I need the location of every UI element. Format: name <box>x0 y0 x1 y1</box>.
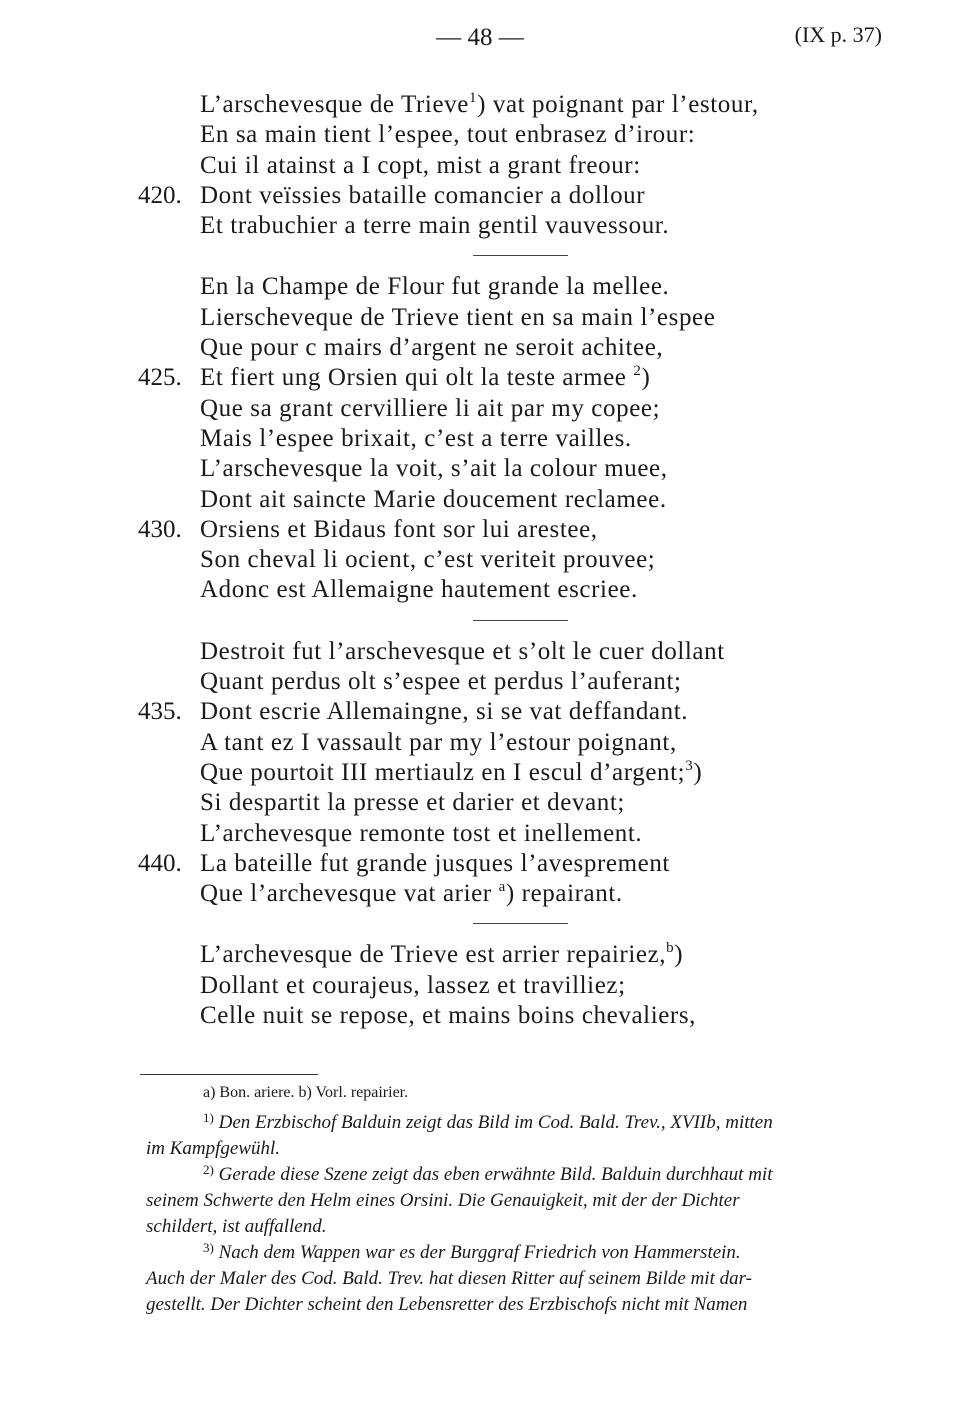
verse-line: Dont ait saincte Marie doucement reclamee. <box>200 485 667 513</box>
verse-line: L’arschevesque la voit, s’ait la colour muee, <box>200 455 668 483</box>
verse-line: 440. La bateille fut grande jusques l’avesprement <box>138 849 670 877</box>
verse-line: L’arschevesque de Trieve$^1$) vat poignant par l’estour, <box>200 90 759 118</box>
verse-line: A tant ez I vassault par my l’estour poignant, <box>200 728 677 756</box>
line-number: 435. <box>138 698 182 726</box>
verse-line: Cui il atainst a I copt, mist a grant freour: <box>200 151 641 179</box>
line-number: 430. <box>138 515 182 543</box>
footnote-3-cont: gestellt. Der Dichter scheint den Lebensretter des Erzbischofs nicht mit Namen <box>146 1294 748 1315</box>
line-number: 425. <box>138 364 182 392</box>
page-reference: (IX p. 37) <box>794 22 882 47</box>
footnote-3-cont: Auch der Maler des Cod. Bald. Trev. hat diesen Ritter auf seinem Bilde mit dar- <box>146 1268 752 1289</box>
variant-notes: a) Bon. ariere. b) Vorl. repairier. <box>203 1084 409 1101</box>
verse-line: Son cheval li ocient, c’est veriteit prouvee; <box>200 546 656 574</box>
verse-line: 420. Dont veïssies bataille comancier a dollour <box>138 181 646 209</box>
stanza-divider <box>0 241 960 272</box>
verse-line: 425. Et fiert ung Orsien qui olt la teste armee $^2$) <box>138 363 651 392</box>
footnote-rule <box>140 1074 318 1075</box>
footnote-ref: a <box>498 879 506 896</box>
footnote-ref: 3 <box>685 757 694 774</box>
footnote-2-cont: schildert, ist auffallend. <box>146 1216 327 1237</box>
verse-block <box>0 90 960 1031</box>
stanza-divider <box>0 909 960 940</box>
verse-line: Que pour c mairs d’argent ne seroit achitee, <box>200 334 664 362</box>
verse-line: 435. Dont escrie Allemaingne, si se vat deffandant. <box>138 698 689 726</box>
footnote-1: $^{1)}$ Den Erzbischof Balduin zeigt das Bild im Cod. Bald. Trev., XVIIb, mitten <box>203 1110 773 1133</box>
stanza-divider <box>0 606 960 637</box>
footnote-1-cont: im Kampfgewühl. <box>146 1138 281 1159</box>
verse-line: Adonc est Allemaigne hautement escriee. <box>200 576 638 604</box>
verse-line: Mais l’espee brixait, c’est a terre vailles. <box>200 424 632 452</box>
verse-line: Destroit fut l’arschevesque et s’olt le cuer dollant <box>200 637 725 665</box>
line-number: 440. <box>138 849 182 877</box>
footnote-ref: b <box>666 940 675 957</box>
verse-line: Lierscheveque de Trieve tient en sa main l’espee <box>200 303 716 331</box>
verse-line: Dollant et courajeus, lassez et travilliez; <box>200 971 626 999</box>
footnote-ref: 2 <box>633 363 642 380</box>
verse-line: Celle nuit se repose, et mains boins chevaliers, <box>200 1002 697 1030</box>
verse-line: Quant perdus olt s’espee et perdus l’auferant; <box>200 668 682 696</box>
verse-line: Et trabuchier a terre main gentil vauvessour. <box>200 212 670 240</box>
verse-line: Si despartit la presse et darier et devant; <box>200 789 625 817</box>
verse-line: En la Champe de Flour fut grande la mellee. <box>200 273 670 301</box>
verse-line: Que pourtoit III mertiaulz en I escul d’argent;$^3$) <box>200 757 703 786</box>
verse-line: L’archevesque de Trieve est arrier repairiez,$^b$) <box>200 940 684 969</box>
verse-line: L’archevesque remonte tost et inellement. <box>200 819 643 847</box>
footnote-ref: 1 <box>468 90 478 106</box>
verse-line: Que l’archevesque vat arier $^a$) repairant. <box>200 879 623 908</box>
line-number: 420. <box>138 181 182 209</box>
verse-line: 430. Orsiens et Bidaus font sor lui arestee, <box>138 515 598 543</box>
verse-line: En sa main tient l’espee, tout enbrasez d’irour: <box>200 121 696 149</box>
verse-line: Que sa grant cervilliere li ait par my copee; <box>200 394 661 422</box>
footnote-3: $^{3)}$ Nach dem Wappen war es der Burggraf Friedrich von Hammerstein. <box>203 1240 741 1263</box>
footnote-2: $^{2)}$ Gerade diese Szene zeigt das eben erwähnte Bild. Balduin durchhaut mit <box>203 1162 773 1185</box>
page-number: — 48 — <box>436 24 524 51</box>
footnote-2-cont: seinem Schwerte den Helm eines Orsini. Die Genauigkeit, mit der der Dichter <box>146 1190 740 1211</box>
